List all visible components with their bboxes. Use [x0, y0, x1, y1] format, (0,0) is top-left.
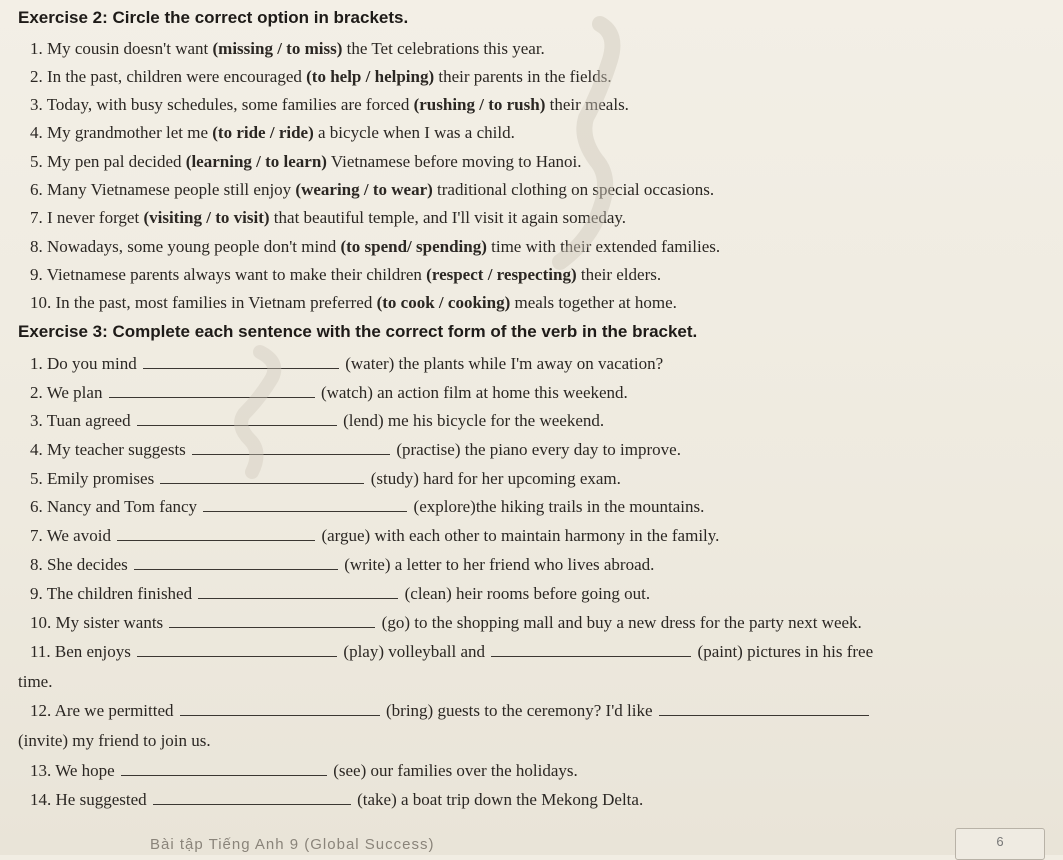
ex2-item-9: 9. Vietnamese parents always want to make their children (respect / respecting) their elders. — [30, 265, 662, 284]
ex3-item-12: 12. Are we permitted (bring) guests to the ceremony? I'd like — [30, 701, 871, 721]
answer-blank-12a[interactable] — [180, 701, 380, 716]
ex2-item-8: 8. Nowadays, some young people don't mind (to spend/ spending) time with their extended families. — [30, 237, 721, 256]
answer-blank-13[interactable] — [121, 761, 327, 776]
ex3-item-3: 3. Tuan agreed (lend) me his bicycle for the weekend. — [30, 411, 605, 430]
ex2-option-1[interactable]: (missing / to miss) — [212, 39, 343, 58]
answer-blank-2[interactable] — [109, 383, 315, 398]
answer-blank-14[interactable] — [153, 790, 351, 805]
ex2-item-7: 7. I never forget (visiting / to visit) that beautiful temple, and I'll visit it again someday. — [30, 208, 627, 227]
ex2-option-10[interactable]: (to cook / cooking) — [376, 293, 511, 312]
ex2-option-3[interactable]: (rushing / to rush) — [413, 95, 546, 114]
ex3-item-12-continued: (invite) my friend to join us. — [18, 731, 211, 750]
exercise-3-heading: Exercise 3: Complete each sentence with the correct form of the verb in the bracket. — [18, 322, 698, 341]
ex2-item-2: 2. In the past, children were encouraged (to help / helping) their parents in the fields. — [30, 67, 612, 86]
ex3-item-13: 13. We hope (see) our families over the holidays. — [30, 761, 578, 780]
ex3-item-4: 4. My teacher suggests (practise) the piano every day to improve. — [30, 440, 681, 459]
answer-blank-12b[interactable] — [659, 701, 869, 716]
answer-blank-8[interactable] — [134, 555, 338, 570]
ex2-option-4[interactable]: (to ride / ride) — [212, 123, 314, 142]
footer-book-title: Bài tập Tiếng Anh 9 (Global Success) — [150, 836, 435, 853]
ex2-option-8[interactable]: (to spend/ spending) — [340, 237, 487, 256]
ex2-item-6: 6. Many Vietnamese people still enjoy (wearing / to wear) traditional clothing on special occasions. — [30, 180, 715, 199]
page-number-box — [955, 828, 1045, 860]
ex3-item-7: 7. We avoid (argue) with each other to maintain harmony in the family. — [30, 526, 720, 545]
ex2-option-5[interactable]: (learning / to learn) — [185, 152, 327, 171]
answer-blank-5[interactable] — [160, 469, 364, 484]
exercise-2-heading: Exercise 2: Circle the correct option in brackets. — [18, 8, 409, 27]
ex2-item-1: 1. My cousin doesn't want (missing / to miss) the Tet celebrations this year. — [30, 39, 545, 58]
ex3-item-1: 1. Do you mind (water) the plants while I'm away on vacation? — [30, 354, 664, 373]
ex3-item-14: 14. He suggested (take) a boat trip down the Mekong Delta. — [30, 790, 644, 809]
ex3-item-8: 8. She decides (write) a letter to her friend who lives abroad. — [30, 555, 655, 574]
ex2-option-9[interactable]: (respect / respecting) — [426, 265, 577, 284]
ex3-item-11-continued: time. — [18, 672, 53, 691]
answer-blank-7[interactable] — [117, 526, 315, 541]
ex2-item-3: 3. Today, with busy schedules, some families are forced (rushing / to rush) their meals. — [30, 95, 629, 114]
ex3-item-6: 6. Nancy and Tom fancy (explore)the hiking trails in the mountains. — [30, 497, 705, 516]
answer-blank-11b[interactable] — [491, 642, 691, 657]
ex2-option-6[interactable]: (wearing / to wear) — [295, 180, 433, 199]
ex3-item-11: 11. Ben enjoys (play) volleyball and (paint) pictures in his free — [30, 642, 874, 661]
answer-blank-9[interactable] — [198, 584, 398, 599]
answer-blank-3[interactable] — [137, 411, 337, 426]
ex2-option-7[interactable]: (visiting / to visit) — [143, 208, 270, 227]
ex3-item-10: 10. My sister wants (go) to the shopping mall and buy a new dress for the party next week. — [30, 613, 862, 632]
ex2-option-2[interactable]: (to help / helping) — [306, 67, 435, 86]
ex3-item-2: 2. We plan (watch) an action film at home this weekend. — [30, 383, 628, 402]
ex2-item-10: 10. In the past, most families in Vietnam preferred (to cook / cooking) meals together at home. — [30, 293, 677, 312]
answer-blank-11a[interactable] — [137, 642, 337, 657]
ex3-item-9: 9. The children finished (clean) heir rooms before going out. — [30, 584, 651, 603]
answer-blank-10[interactable] — [169, 613, 375, 628]
answer-blank-6[interactable] — [203, 497, 407, 512]
ex2-item-5: 5. My pen pal decided (learning / to learn) Vietnamese before moving to Hanoi. — [30, 152, 582, 171]
page-number: 6 — [996, 834, 1004, 849]
answer-blank-4[interactable] — [192, 440, 390, 455]
answer-blank-1[interactable] — [143, 354, 339, 369]
ex2-item-4: 4. My grandmother let me (to ride / ride) a bicycle when I was a child. — [30, 123, 515, 142]
ex3-item-5: 5. Emily promises (study) hard for her upcoming exam. — [30, 469, 621, 488]
